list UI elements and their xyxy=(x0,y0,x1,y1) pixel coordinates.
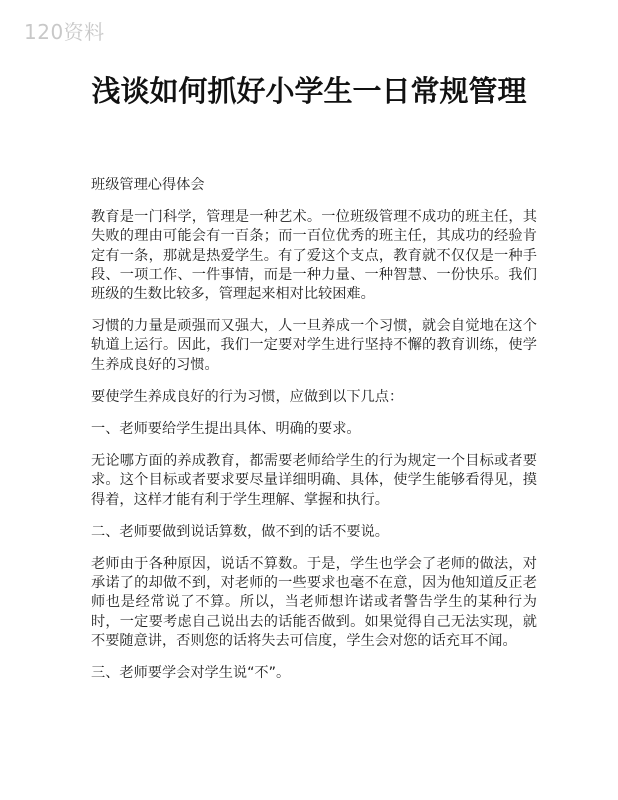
subtitle: 班级管理心得体会 xyxy=(91,177,205,193)
document-body xyxy=(91,176,537,696)
watermark: 120资料 xyxy=(24,20,105,44)
paragraph: 要使学生养成良好的行为习惯，应做到以下几点： xyxy=(91,388,404,405)
section-heading: 二、老师要做到说话算数，做不到的话不要说。 xyxy=(91,523,389,540)
paragraph: 无论哪方面的养成教育，都需要老师给学生的行为规定一个目标或者要求。这个目标或者要求要尽量详细明确、具体，使学生能够看得见，摸得着，这样才能有利于学生理解、掌握和执行。 xyxy=(91,453,537,508)
paragraph: 教育是一门科学，管理是一种艺术。一位班级管理不成功的班主任，其失败的理由可能会有一百条；而一百位优秀的班主任，其成功的经验肯定有一条，那就是热爱学生。有了爱这个支点，教育就不仅仅是一种手段、一项工作、一件事情，而是一种力量、一种智慧、一份快乐。我们班级的生数比较多，管理起来相对比较困难。 xyxy=(91,209,537,303)
section-heading: 三、老师要学会对学生说“不”。 xyxy=(91,665,291,682)
section-heading: 一、老师要给学生提出具体、明确的要求。 xyxy=(91,421,361,438)
paragraph: 习惯的力量是顽强而又强大，人一旦养成一个习惯，就会自觉地在这个轨道上运行。因此，我们一定要对学生进行坚持不懈的教育训练，使学生养成良好的习惯。 xyxy=(91,318,537,373)
paragraph: 老师由于各种原因，说话不算数。于是，学生也学会了老师的做法，对承诺了的却做不到，对老师的一些要求也毫不在意，因为他知道反正老师也是经常说了不算。所以，当老师想许诺或者警告学生的某种行为时，一定要考虑自己说出去的话能否做到。如果觉得自己无法实现，就不要随意讲，否则您的话将失去可信度，学生会对您的话充耳不闻。 xyxy=(91,556,537,649)
page-title: 浅谈如何抓好小学生一日常规管理 xyxy=(91,74,527,108)
